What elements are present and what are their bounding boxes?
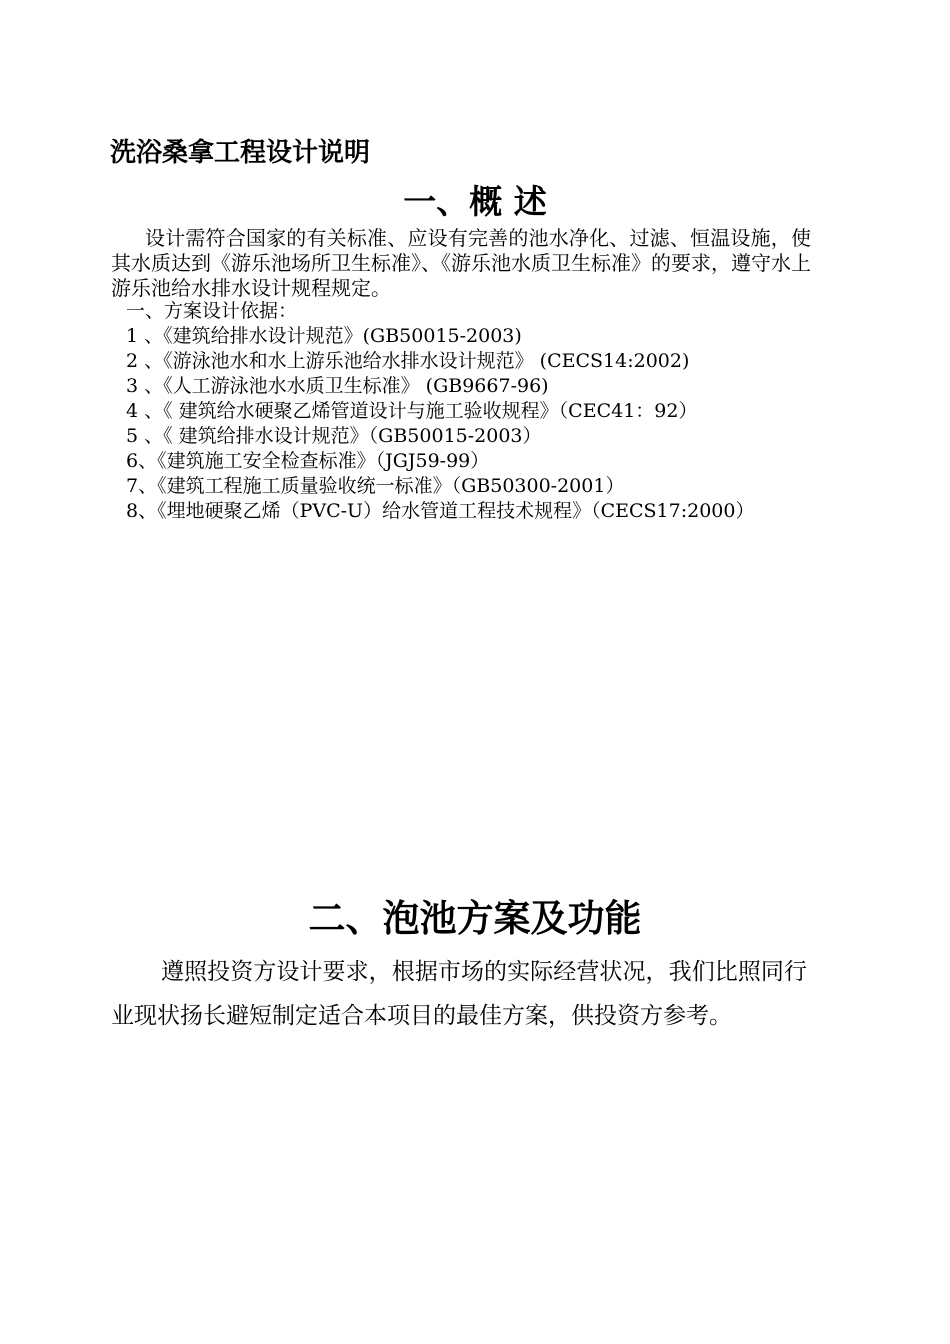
design-basis-item: 3 、《人工游泳池水水质卫生标准》 (GB9667-96) [126, 375, 549, 397]
design-basis-item: 2 、《游泳池水和水上游乐池给水排水设计规范》 (CECS14:2002) [126, 350, 690, 372]
design-basis-item: 6、《建筑施工安全检查标准》（JGJ59-99） [126, 450, 490, 472]
document-title: 洗浴桑拿工程设计说明 [110, 138, 371, 168]
section-2-heading: 二、泡池方案及功能 [308, 896, 642, 940]
design-basis-item: 5 、《 建筑给排水设计规范》（GB50015-2003） [126, 425, 542, 447]
design-basis-item: 4 、《 建筑给水硬聚乙烯管道设计与施工验收规程》（CEC41：92） [126, 400, 698, 422]
section-2-body-paragraph: 遵照投资方设计要求，根据市场的实际经营状况，我们比照同行业现状扬长避短制定适合本项目的最佳方案，供投资方参考。 [111, 959, 807, 1029]
design-basis-list [126, 324, 754, 524]
design-basis-item: 1 、《建筑给排水设计规范》(GB50015-2003) [126, 325, 522, 347]
design-basis-heading: 一、方案设计依据： [126, 300, 298, 322]
design-basis-item: 8、《埋地硬聚乙烯（PVC-U）给水管道工程技术规程》（CECS17:2000） [126, 500, 755, 522]
design-basis-item: 7、《建筑工程施工质量验收统一标准》（GB50300-2001） [126, 475, 625, 497]
section-1-heading: 一、概 述 [403, 182, 547, 221]
section-1-intro-paragraph: 设计需符合国家的有关标准、应设有完善的池水净化、过滤、恒温设施，使其水质达到《游乐池场所卫生标准》、《游乐池水质卫生标准》的要求，遵守水上游乐池给水排水设计规程规定。 [111, 226, 811, 300]
